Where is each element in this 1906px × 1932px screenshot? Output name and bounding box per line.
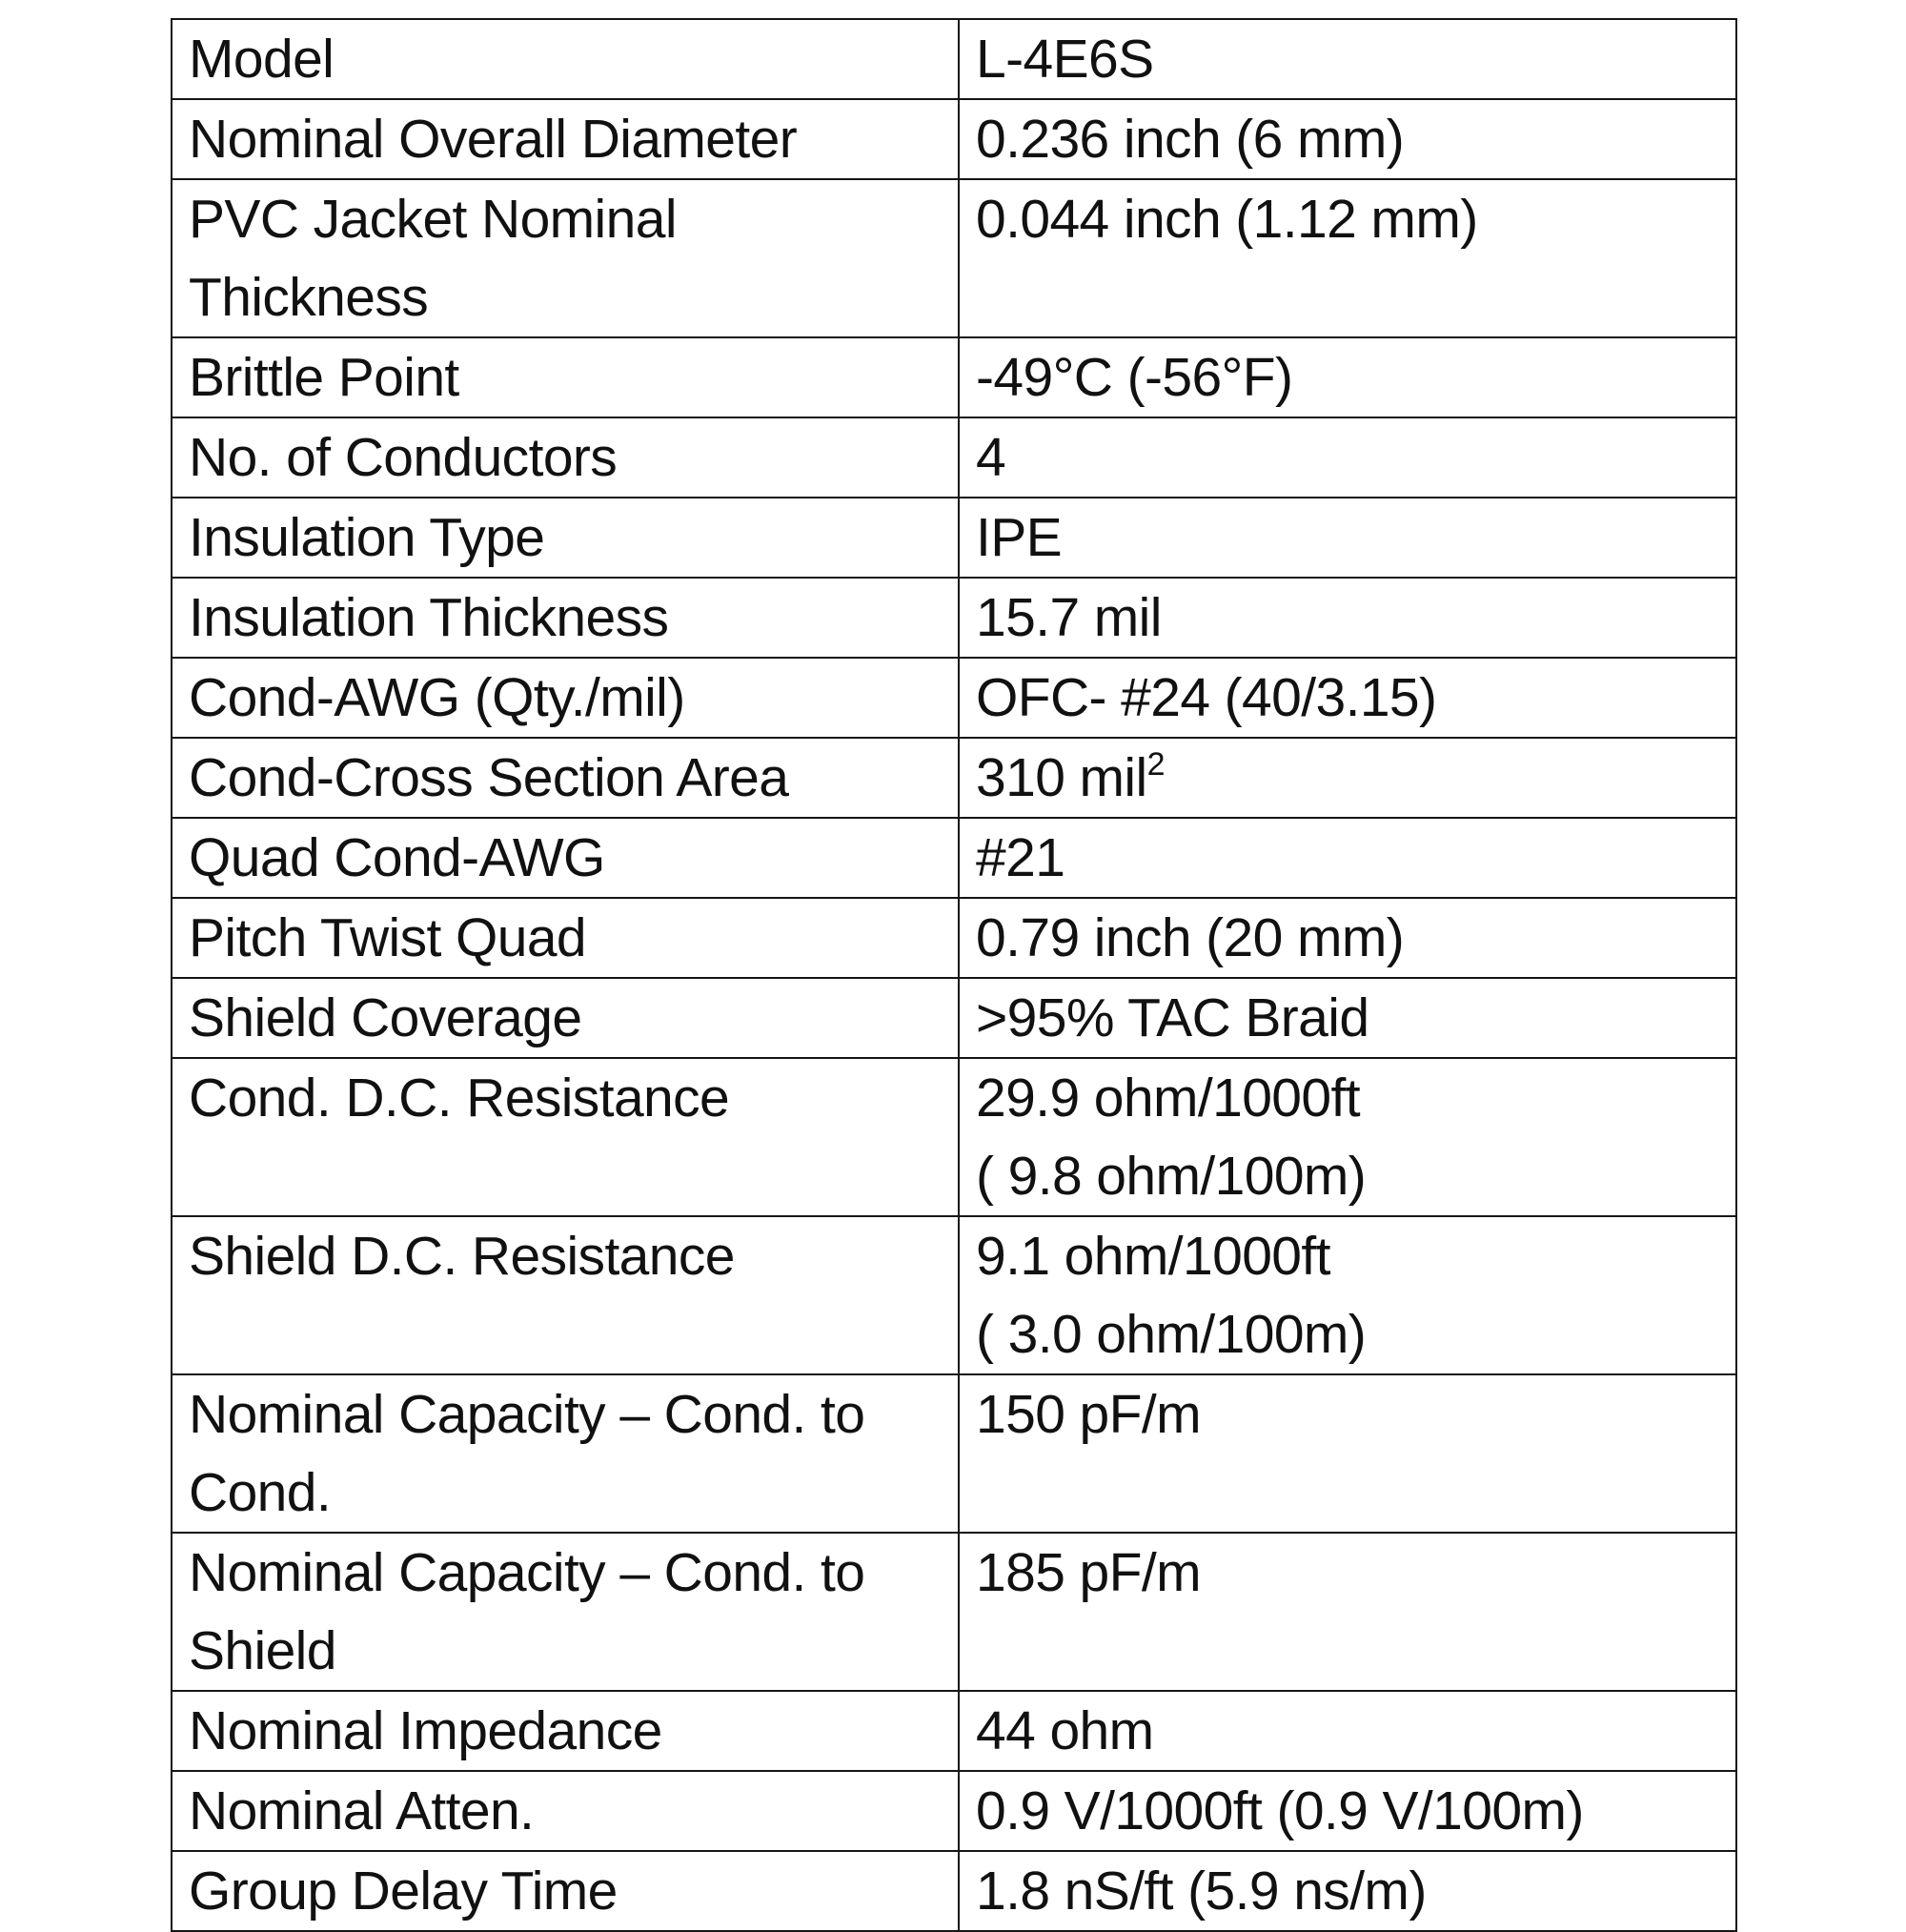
row-label: Nominal Atten. (189, 1780, 535, 1841)
table-row-cross-section-area (172, 738, 1736, 818)
label-cell (172, 658, 959, 738)
value-cell (959, 658, 1736, 738)
table-row-attenuation (172, 1771, 1736, 1851)
value-cell (959, 898, 1736, 978)
row-value: 9.1 ohm/1000ft (976, 1226, 1330, 1287)
table-row-impedance (172, 1691, 1736, 1771)
row-value: -49°C (-56°F) (976, 347, 1293, 408)
table-row-quad-cond-awg (172, 818, 1736, 898)
row-label: Shield Coverage (189, 987, 582, 1048)
row-value-line2: ( 3.0 ohm/100m) (976, 1304, 1367, 1365)
row-label: Nominal Capacity – Cond. to (189, 1542, 865, 1603)
row-value: 150 pF/m (976, 1384, 1201, 1445)
label-cell (172, 19, 959, 99)
value-cell (959, 1058, 1736, 1216)
superscript: 2 (1146, 746, 1165, 783)
value-cell (959, 417, 1736, 498)
label-cell (172, 1058, 959, 1216)
row-value: #21 (976, 827, 1065, 888)
label-cell (172, 417, 959, 498)
table-row-capacity-cond-to-cond (172, 1374, 1736, 1533)
label-cell (172, 1533, 959, 1691)
row-value: L-4E6S (976, 29, 1154, 90)
label-cell (172, 337, 959, 417)
label-cell (172, 978, 959, 1058)
value-cell (959, 818, 1736, 898)
table-row-brittle-point (172, 337, 1736, 417)
row-label: Shield D.C. Resistance (189, 1226, 735, 1287)
label-cell (172, 898, 959, 978)
value-cell (959, 1771, 1736, 1851)
value-cell (959, 1216, 1736, 1374)
table-row-shield-coverage (172, 978, 1736, 1058)
value-text: 310 mil (976, 747, 1147, 808)
value-cell (959, 1691, 1736, 1771)
label-cell (172, 578, 959, 658)
row-value: 0.236 inch (6 mm) (976, 109, 1405, 170)
row-value: >95% TAC Braid (976, 987, 1369, 1048)
row-value: 0.79 inch (20 mm) (976, 907, 1405, 968)
row-value (976, 739, 1735, 817)
row-label: Quad Cond-AWG (189, 827, 605, 888)
spec-table (171, 18, 1737, 1932)
value-cell (959, 337, 1736, 417)
row-label: Nominal Impedance (189, 1700, 662, 1761)
label-cell (172, 99, 959, 179)
value-cell (959, 179, 1736, 337)
row-label: Pitch Twist Quad (189, 907, 587, 968)
value-cell (959, 1851, 1736, 1931)
label-cell (172, 1851, 959, 1931)
value-cell (959, 498, 1736, 578)
row-label: Nominal Overall Diameter (189, 109, 798, 170)
table-row-shield-dc-resistance (172, 1216, 1736, 1374)
value-cell (959, 1374, 1736, 1533)
label-cell (172, 1216, 959, 1374)
label-cell (172, 1374, 959, 1533)
table-row-jacket-thickness (172, 179, 1736, 337)
value-cell (959, 19, 1736, 99)
value-cell (959, 99, 1736, 179)
row-value: IPE (976, 507, 1063, 568)
row-value: OFC- #24 (40/3.15) (976, 667, 1437, 728)
row-value-line2: ( 9.8 ohm/100m) (976, 1146, 1367, 1207)
row-label-line2: Shield (189, 1620, 336, 1681)
table-row-model (172, 19, 1736, 99)
row-label: No. of Conductors (189, 427, 618, 488)
label-cell (172, 738, 959, 818)
table-row-insulation-type (172, 498, 1736, 578)
row-label: Cond-AWG (Qty./mil) (189, 667, 685, 728)
row-label: Model (189, 29, 335, 90)
table-row-insulation-thickness (172, 578, 1736, 658)
row-label-line2: Cond. (189, 1462, 332, 1523)
value-cell (959, 978, 1736, 1058)
row-value: 29.9 ohm/1000ft (976, 1068, 1360, 1129)
table-row-capacity-cond-to-shield (172, 1533, 1736, 1691)
label-cell (172, 1691, 959, 1771)
row-label: Insulation Type (189, 507, 545, 568)
row-value: 4 (976, 427, 1006, 488)
row-label: Cond. D.C. Resistance (189, 1068, 730, 1129)
label-cell (172, 1771, 959, 1851)
table-row-group-delay (172, 1851, 1736, 1931)
row-label-line2: Thickness (189, 267, 429, 328)
row-label: PVC Jacket Nominal (189, 189, 677, 250)
row-value: 0.044 inch (1.12 mm) (976, 189, 1478, 250)
row-label: Nominal Capacity – Cond. to (189, 1384, 865, 1445)
value-cell (959, 738, 1736, 818)
label-cell (172, 498, 959, 578)
row-value: 44 ohm (976, 1700, 1154, 1761)
row-value: 15.7 mil (976, 587, 1162, 648)
row-label: Cond-Cross Section Area (189, 747, 789, 808)
value-cell (959, 1533, 1736, 1691)
row-value: 185 pF/m (976, 1542, 1201, 1603)
table-row-pitch-twist (172, 898, 1736, 978)
row-label: Insulation Thickness (189, 587, 669, 648)
row-label: Brittle Point (189, 347, 459, 408)
value-cell (959, 578, 1736, 658)
table-row-cond-awg (172, 658, 1736, 738)
label-cell (172, 179, 959, 337)
label-cell (172, 818, 959, 898)
table-row-overall-diameter (172, 99, 1736, 179)
row-label: Group Delay Time (189, 1861, 618, 1922)
row-value: 1.8 nS/ft (5.9 ns/m) (976, 1861, 1427, 1922)
row-value: 0.9 V/1000ft (0.9 V/100m) (976, 1780, 1584, 1841)
table-row-conductors (172, 417, 1736, 498)
table-row-cond-dc-resistance (172, 1058, 1736, 1216)
